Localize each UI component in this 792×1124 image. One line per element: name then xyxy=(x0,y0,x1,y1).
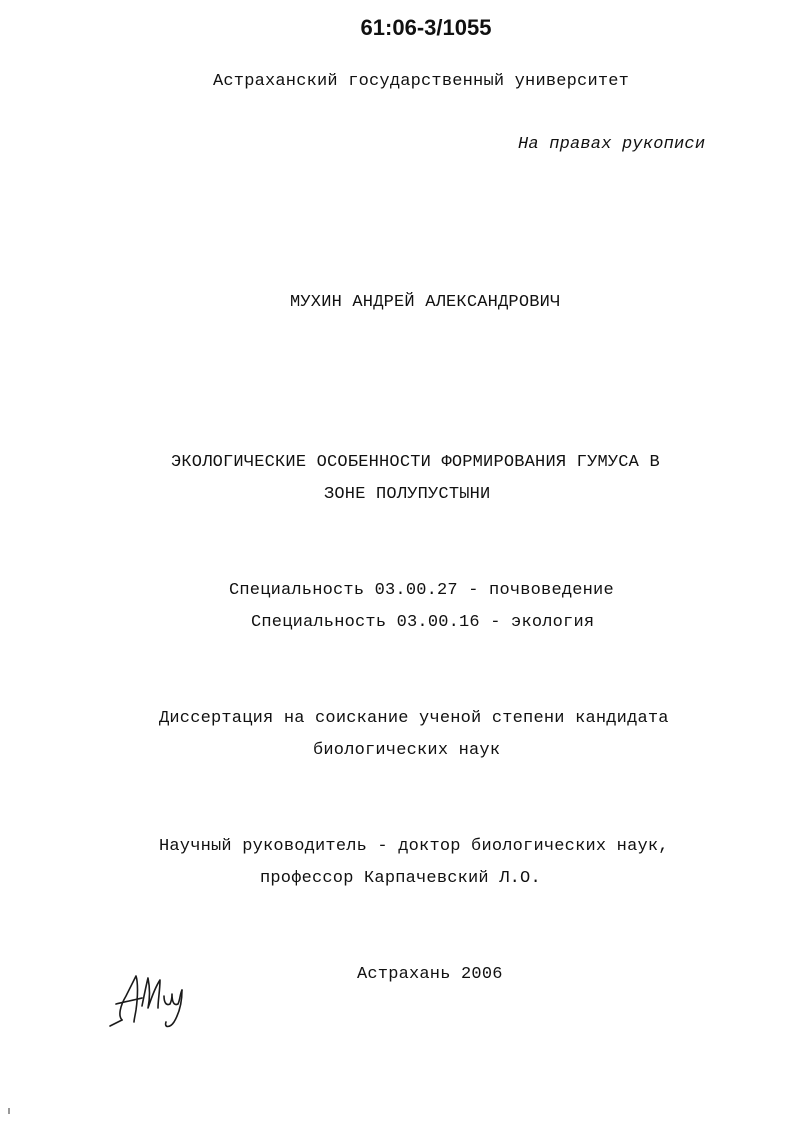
scan-speck xyxy=(8,1108,10,1114)
degree-line-1: Диссертация на соискание ученой степени кандидата xyxy=(159,709,669,728)
institution-name: Астраханский государственный университет xyxy=(213,72,630,91)
handwritten-signature-icon xyxy=(108,966,204,1030)
title-line-1: ЭКОЛОГИЧЕСКИЕ ОСОБЕННОСТИ ФОРМИРОВАНИЯ ГУМУСА В xyxy=(171,453,660,472)
specialty-ecology: Специальность 03.00.16 - экология xyxy=(251,613,595,632)
place-and-year: Астрахань 2006 xyxy=(357,965,503,984)
degree-line-2: биологических наук xyxy=(313,741,501,760)
document-code: 61:06-3/1055 xyxy=(360,15,492,40)
title-line-2: ЗОНЕ ПОЛУПУСТЫНИ xyxy=(324,485,491,504)
author-name: МУХИН АНДРЕЙ АЛЕКСАНДРОВИЧ xyxy=(290,293,561,312)
supervisor-line-1: Научный руководитель - доктор биологических наук, xyxy=(159,837,669,856)
supervisor-line-2: профессор Карпачевский Л.О. xyxy=(260,869,541,888)
manuscript-note: На правах рукописи xyxy=(518,135,706,154)
specialty-soil-science: Специальность 03.00.27 - почвоведение xyxy=(229,581,614,600)
